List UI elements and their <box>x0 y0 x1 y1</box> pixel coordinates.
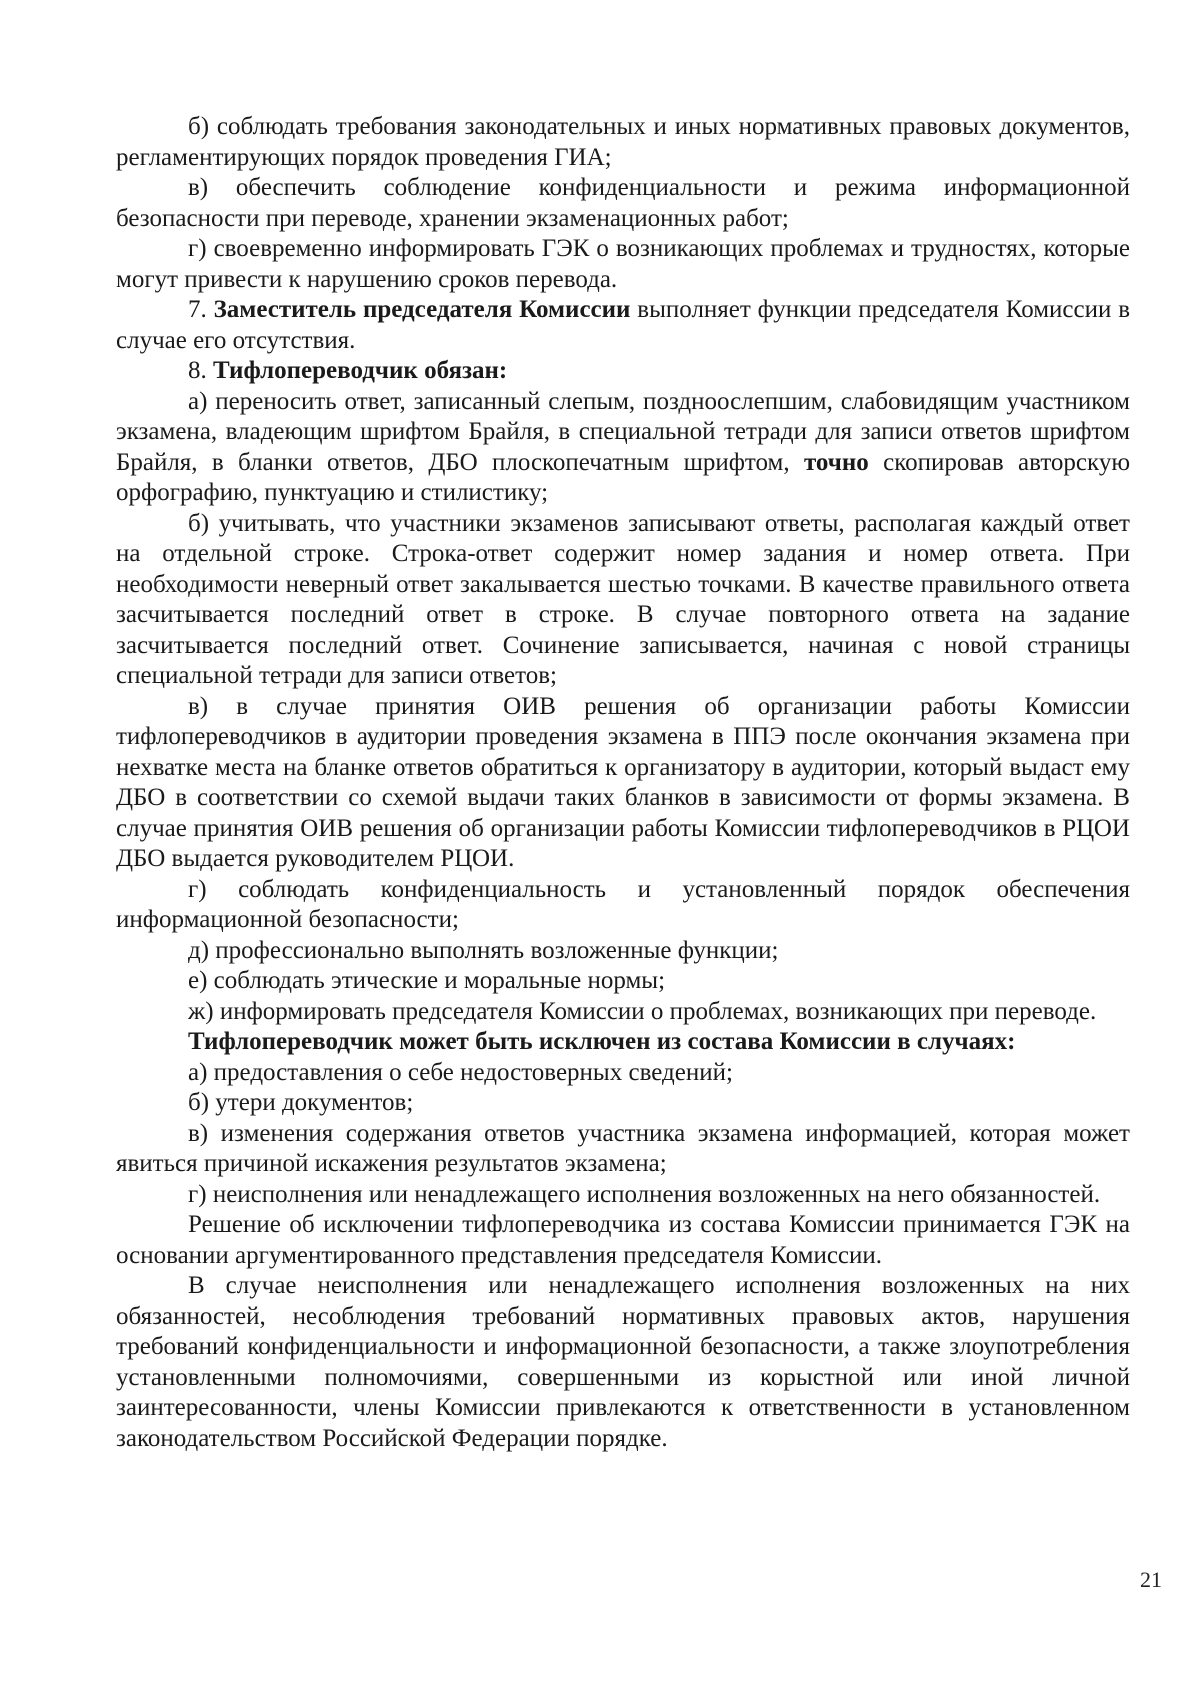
paragraph-7-deputy-chairman <box>116 295 1130 356</box>
paragraph-exclusion-decision <box>116 1210 1130 1271</box>
text-segment: в) обеспечить соблюдение конфиденциальности и режима информационной безопасности при переводе, хранении экзаменационных работ; <box>116 174 1130 232</box>
paragraph-b-comply-requirements <box>116 112 1130 173</box>
paragraph-e-ethics <box>116 966 1130 997</box>
paragraph-g-info-security <box>116 875 1130 936</box>
paragraph-g-inform-gek <box>116 234 1130 295</box>
text-segment: г) своевременно информировать ГЭК о возникающих проблемах и трудностях, которые могут привести к нарушению сроков перевода. <box>116 235 1130 293</box>
text-segment: В случае неисполнения или ненадлежащего исполнения возложенных на них обязанностей, несоблюдения требований нормативных правовых актов, нарушения требований конфиденциальности и информационной безопасности, а также злоупотребления установленными полномочиями, совершенными из корыстной или иной личной заинтересованности, члены Комиссии привлекаются к ответственности в установленном законодательством Российской Федерации порядке. <box>116 1272 1130 1452</box>
document-body <box>116 112 1130 1454</box>
paragraph-b-answer-lines <box>116 509 1130 692</box>
text-segment: Решение об исключении тифлопереводчика из состава Комиссии принимается ГЭК на основании аргументированного представления председателя Комиссии. <box>116 1211 1130 1269</box>
paragraph-g-nonperformance <box>116 1180 1130 1211</box>
paragraph-v-confidentiality <box>116 173 1130 234</box>
paragraph-b-lost-documents <box>116 1088 1130 1119</box>
paragraph-exclusion-heading <box>116 1027 1130 1058</box>
text-segment: б) утери документов; <box>188 1089 414 1116</box>
text-segment: б) учитывать, что участники экзаменов записывают ответы, располагая каждый ответ на отдельной строке. Строка-ответ содержит номер задания и номер ответа. При необходимости неверный ответ закалывается шестью точками. В качестве правильного ответа засчитывается последний ответ в строке. В случае повторного ответа на задание засчитывается последний ответ. Сочинение записывается, начиная с новой страницы специальной тетради для записи ответов; <box>116 509 1130 689</box>
paragraph-zh-inform-chairman <box>116 997 1130 1028</box>
text-segment: скопировав авторскую орфографию, пунктуацию и стилистику; <box>116 448 1130 506</box>
page-number: 21 <box>1140 1567 1162 1592</box>
paragraph-v-additional-forms <box>116 692 1130 875</box>
paragraph-8-translator-obliged <box>116 356 1130 387</box>
text-segment: а) предоставления о себе недостоверных сведений; <box>188 1058 733 1086</box>
text-segment: выполняет функции председателя Комиссии в случае его отсутствия. <box>116 296 1131 354</box>
paragraph-a-false-info <box>116 1058 1130 1089</box>
text-segment: 7. <box>188 296 214 323</box>
text-segment: а) переносить ответ, записанный слепым, поздноослепшим, слабовидящим участником экзамена, владеющим шрифтом Брайля, в специальной тетради для записи ответов шрифтом Брайля, в бланки ответов, ДБО плоскопечатным шрифтом, <box>116 387 1130 476</box>
bold-segment: Тифлопереводчик может быть исключен из состава Комиссии в случаях: <box>188 1028 1016 1055</box>
text-segment: е) соблюдать этические и моральные нормы; <box>188 967 666 994</box>
bold-segment: точно <box>803 448 869 476</box>
paragraph-v-altering-answers <box>116 1119 1130 1180</box>
paragraph-d-professional-duties <box>116 936 1130 967</box>
text-segment: в) изменения содержания ответов участника экзамена информацией, которая может явиться причиной искажения результатов экзамена; <box>116 1119 1130 1177</box>
text-segment: д) профессионально выполнять возложенные функции; <box>188 936 779 964</box>
paragraph-liability <box>116 1271 1130 1454</box>
text-segment: б) соблюдать требования законодательных и иных нормативных правовых документов, регламентирующих порядок проведения ГИА; <box>116 113 1130 171</box>
text-segment: 8. <box>188 357 213 384</box>
paragraph-a-transfer-answer <box>116 387 1130 509</box>
text-segment: ж) информировать председателя Комиссии о проблемах, возникающих при переводе. <box>188 997 1097 1025</box>
bold-segment: Тифлопереводчик обязан: <box>213 357 508 384</box>
text-segment: в) в случае принятия ОИВ решения об организации работы Комиссии тифлопереводчиков в аудитории проведения экзамена в ППЭ после окончания экзамена при нехватке места на бланке ответов обратиться к организатору в аудитории, который выдаст ему ДБО в соответствии со схемой выдачи таких бланков в зависимости от формы экзамена. В случае принятия ОИВ решения об организации работы Комиссии тифлопереводчиков в РЦОИ ДБО выдается руководителем РЦОИ. <box>116 692 1130 872</box>
bold-segment: Заместитель председателя Комиссии <box>213 296 631 323</box>
text-segment: г) соблюдать конфиденциальность и установленный порядок обеспечения информационной безопасности; <box>116 875 1130 933</box>
text-segment: г) неисполнения или ненадлежащего исполнения возложенных на него обязанностей. <box>188 1180 1101 1208</box>
